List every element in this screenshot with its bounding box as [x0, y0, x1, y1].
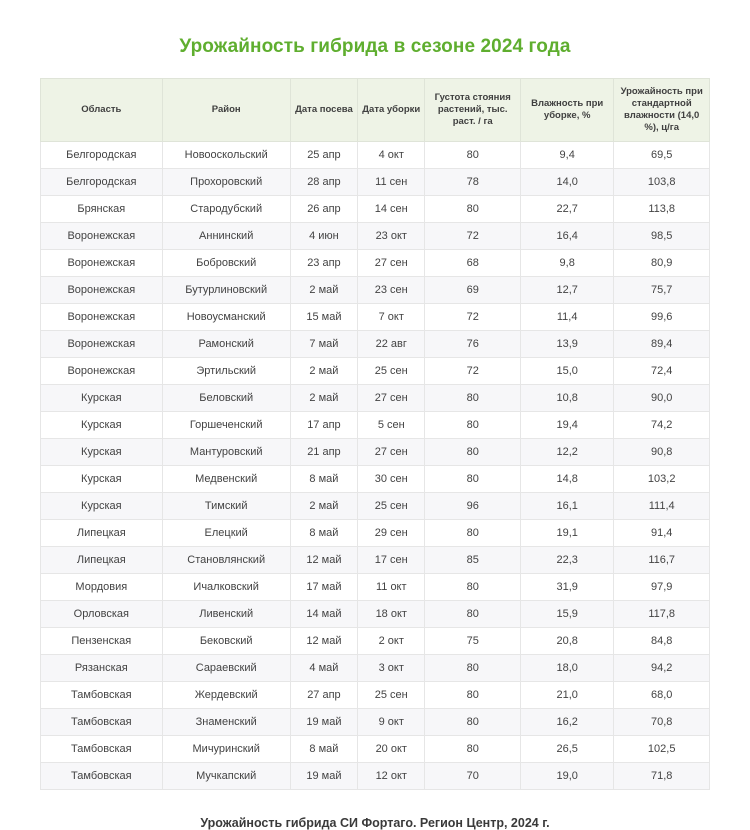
cell-district: Медвенский	[162, 465, 290, 492]
cell-harvest-humidity: 22,7	[520, 195, 613, 222]
cell-harvest-date: 17 сен	[358, 546, 425, 573]
table-row	[41, 654, 710, 681]
cell-region: Курская	[41, 384, 163, 411]
cell-region: Белгородская	[41, 168, 163, 195]
column-header-region: Область	[41, 79, 163, 142]
cell-region: Воронежская	[41, 276, 163, 303]
cell-sowing-date: 25 апр	[290, 141, 357, 168]
table-row	[41, 276, 710, 303]
cell-harvest-date: 2 окт	[358, 627, 425, 654]
cell-standard-yield: 98,5	[614, 222, 710, 249]
cell-region: Курская	[41, 438, 163, 465]
cell-district: Тимский	[162, 492, 290, 519]
cell-plant-density: 78	[425, 168, 521, 195]
cell-region: Белгородская	[41, 141, 163, 168]
cell-region: Курская	[41, 411, 163, 438]
table-row	[41, 627, 710, 654]
cell-district: Жердевский	[162, 681, 290, 708]
cell-district: Мичуринский	[162, 735, 290, 762]
cell-harvest-humidity: 9,4	[520, 141, 613, 168]
cell-harvest-date: 12 окт	[358, 762, 425, 789]
cell-district: Ливенский	[162, 600, 290, 627]
cell-region: Воронежская	[41, 249, 163, 276]
cell-sowing-date: 8 май	[290, 735, 357, 762]
cell-district: Елецкий	[162, 519, 290, 546]
cell-standard-yield: 68,0	[614, 681, 710, 708]
cell-standard-yield: 84,8	[614, 627, 710, 654]
column-header-plant-density: Густота стояния растений, тыс. раст. / га	[425, 79, 521, 142]
table-row	[41, 168, 710, 195]
table-row	[41, 195, 710, 222]
cell-region: Липецкая	[41, 546, 163, 573]
cell-region: Воронежская	[41, 303, 163, 330]
cell-district: Знаменский	[162, 708, 290, 735]
cell-district: Новооскольский	[162, 141, 290, 168]
cell-standard-yield: 103,8	[614, 168, 710, 195]
cell-harvest-humidity: 19,4	[520, 411, 613, 438]
cell-district: Мантуровский	[162, 438, 290, 465]
cell-standard-yield: 102,5	[614, 735, 710, 762]
cell-standard-yield: 90,0	[614, 384, 710, 411]
table-row	[41, 384, 710, 411]
cell-harvest-date: 27 сен	[358, 384, 425, 411]
cell-harvest-humidity: 15,0	[520, 357, 613, 384]
cell-sowing-date: 7 май	[290, 330, 357, 357]
cell-sowing-date: 15 май	[290, 303, 357, 330]
table-row	[41, 573, 710, 600]
cell-sowing-date: 27 апр	[290, 681, 357, 708]
cell-region: Тамбовская	[41, 708, 163, 735]
cell-region: Курская	[41, 492, 163, 519]
cell-sowing-date: 26 апр	[290, 195, 357, 222]
table-row	[41, 600, 710, 627]
cell-harvest-date: 23 сен	[358, 276, 425, 303]
column-header-sowing-date: Дата посева	[290, 79, 357, 142]
cell-harvest-humidity: 16,1	[520, 492, 613, 519]
cell-harvest-date: 9 окт	[358, 708, 425, 735]
cell-district: Бобровский	[162, 249, 290, 276]
cell-district: Становлянский	[162, 546, 290, 573]
cell-sowing-date: 8 май	[290, 519, 357, 546]
cell-sowing-date: 28 апр	[290, 168, 357, 195]
cell-standard-yield: 70,8	[614, 708, 710, 735]
cell-harvest-humidity: 26,5	[520, 735, 613, 762]
cell-plant-density: 80	[425, 519, 521, 546]
cell-harvest-humidity: 11,4	[520, 303, 613, 330]
cell-region: Воронежская	[41, 222, 163, 249]
column-header-harvest-date: Дата уборки	[358, 79, 425, 142]
table-row	[41, 330, 710, 357]
cell-harvest-date: 11 сен	[358, 168, 425, 195]
cell-sowing-date: 19 май	[290, 708, 357, 735]
cell-standard-yield: 99,6	[614, 303, 710, 330]
cell-harvest-date: 7 окт	[358, 303, 425, 330]
cell-harvest-humidity: 21,0	[520, 681, 613, 708]
cell-plant-density: 80	[425, 735, 521, 762]
cell-plant-density: 68	[425, 249, 521, 276]
cell-region: Рязанская	[41, 654, 163, 681]
table-row	[41, 546, 710, 573]
cell-harvest-date: 18 окт	[358, 600, 425, 627]
cell-harvest-humidity: 31,9	[520, 573, 613, 600]
cell-standard-yield: 117,8	[614, 600, 710, 627]
table-header	[41, 79, 710, 142]
cell-sowing-date: 4 июн	[290, 222, 357, 249]
cell-harvest-humidity: 15,9	[520, 600, 613, 627]
cell-plant-density: 80	[425, 195, 521, 222]
cell-sowing-date: 8 май	[290, 465, 357, 492]
cell-harvest-humidity: 9,8	[520, 249, 613, 276]
cell-harvest-humidity: 16,4	[520, 222, 613, 249]
cell-district: Бутурлиновский	[162, 276, 290, 303]
cell-harvest-date: 22 авг	[358, 330, 425, 357]
cell-harvest-humidity: 20,8	[520, 627, 613, 654]
cell-sowing-date: 23 апр	[290, 249, 357, 276]
cell-harvest-date: 30 сен	[358, 465, 425, 492]
cell-district: Мучкапский	[162, 762, 290, 789]
cell-district: Бековский	[162, 627, 290, 654]
cell-plant-density: 80	[425, 465, 521, 492]
column-header-district: Район	[162, 79, 290, 142]
cell-harvest-humidity: 12,2	[520, 438, 613, 465]
cell-sowing-date: 2 май	[290, 357, 357, 384]
cell-district: Беловский	[162, 384, 290, 411]
cell-district: Аннинский	[162, 222, 290, 249]
cell-region: Тамбовская	[41, 735, 163, 762]
cell-harvest-date: 4 окт	[358, 141, 425, 168]
cell-standard-yield: 116,7	[614, 546, 710, 573]
cell-region: Пензенская	[41, 627, 163, 654]
footer-caption: Урожайность гибрида СИ Фортаго. Регион Центр, 2024 г.	[200, 815, 550, 830]
cell-harvest-date: 5 сен	[358, 411, 425, 438]
cell-harvest-humidity: 19,1	[520, 519, 613, 546]
cell-standard-yield: 94,2	[614, 654, 710, 681]
cell-region: Липецкая	[41, 519, 163, 546]
cell-district: Сараевский	[162, 654, 290, 681]
cell-district: Горшеченский	[162, 411, 290, 438]
cell-sowing-date: 2 май	[290, 492, 357, 519]
table-row	[41, 303, 710, 330]
table-row	[41, 357, 710, 384]
cell-sowing-date: 17 май	[290, 573, 357, 600]
table-row	[41, 735, 710, 762]
cell-region: Воронежская	[41, 357, 163, 384]
table-row	[41, 519, 710, 546]
cell-standard-yield: 69,5	[614, 141, 710, 168]
table-row	[41, 141, 710, 168]
cell-harvest-humidity: 13,9	[520, 330, 613, 357]
cell-plant-density: 80	[425, 573, 521, 600]
cell-region: Орловская	[41, 600, 163, 627]
cell-harvest-humidity: 18,0	[520, 654, 613, 681]
cell-plant-density: 80	[425, 141, 521, 168]
cell-district: Новоусманский	[162, 303, 290, 330]
cell-plant-density: 69	[425, 276, 521, 303]
table-row	[41, 438, 710, 465]
cell-harvest-date: 27 сен	[358, 249, 425, 276]
cell-plant-density: 80	[425, 600, 521, 627]
cell-district: Прохоровский	[162, 168, 290, 195]
table-row	[41, 708, 710, 735]
cell-district: Ичалковский	[162, 573, 290, 600]
cell-region: Тамбовская	[41, 681, 163, 708]
cell-region: Тамбовская	[41, 762, 163, 789]
cell-plant-density: 80	[425, 681, 521, 708]
cell-sowing-date: 12 май	[290, 546, 357, 573]
cell-plant-density: 80	[425, 654, 521, 681]
table-row	[41, 492, 710, 519]
cell-sowing-date: 12 май	[290, 627, 357, 654]
cell-harvest-date: 11 окт	[358, 573, 425, 600]
cell-standard-yield: 75,7	[614, 276, 710, 303]
cell-harvest-date: 25 сен	[358, 492, 425, 519]
cell-plant-density: 72	[425, 222, 521, 249]
table-row	[41, 681, 710, 708]
cell-standard-yield: 74,2	[614, 411, 710, 438]
cell-standard-yield: 113,8	[614, 195, 710, 222]
table-row	[41, 762, 710, 789]
cell-harvest-humidity: 12,7	[520, 276, 613, 303]
cell-harvest-humidity: 14,8	[520, 465, 613, 492]
cell-plant-density: 85	[425, 546, 521, 573]
cell-region: Воронежская	[41, 330, 163, 357]
cell-harvest-date: 3 окт	[358, 654, 425, 681]
column-header-standard-yield: Урожайность при стандартной влажности (14,0 %), ц/га	[614, 79, 710, 142]
cell-harvest-humidity: 16,2	[520, 708, 613, 735]
cell-standard-yield: 72,4	[614, 357, 710, 384]
table-header-row	[41, 79, 710, 142]
cell-district: Стародубский	[162, 195, 290, 222]
cell-harvest-humidity: 14,0	[520, 168, 613, 195]
cell-standard-yield: 91,4	[614, 519, 710, 546]
cell-harvest-humidity: 10,8	[520, 384, 613, 411]
cell-sowing-date: 14 май	[290, 600, 357, 627]
cell-standard-yield: 97,9	[614, 573, 710, 600]
cell-harvest-date: 25 сен	[358, 357, 425, 384]
cell-region: Брянская	[41, 195, 163, 222]
cell-plant-density: 72	[425, 357, 521, 384]
cell-harvest-date: 23 окт	[358, 222, 425, 249]
cell-region: Мордовия	[41, 573, 163, 600]
cell-sowing-date: 2 май	[290, 384, 357, 411]
cell-sowing-date: 2 май	[290, 276, 357, 303]
cell-region: Курская	[41, 465, 163, 492]
cell-sowing-date: 4 май	[290, 654, 357, 681]
table-row	[41, 222, 710, 249]
cell-district: Рамонский	[162, 330, 290, 357]
cell-harvest-date: 20 окт	[358, 735, 425, 762]
cell-plant-density: 96	[425, 492, 521, 519]
cell-harvest-date: 14 сен	[358, 195, 425, 222]
cell-district: Эртильский	[162, 357, 290, 384]
cell-plant-density: 76	[425, 330, 521, 357]
cell-sowing-date: 21 апр	[290, 438, 357, 465]
cell-plant-density: 75	[425, 627, 521, 654]
cell-harvest-humidity: 22,3	[520, 546, 613, 573]
table-row	[41, 465, 710, 492]
cell-standard-yield: 111,4	[614, 492, 710, 519]
page-title: Урожайность гибрида в сезоне 2024 года	[179, 36, 571, 57]
cell-sowing-date: 17 апр	[290, 411, 357, 438]
cell-plant-density: 80	[425, 384, 521, 411]
cell-plant-density: 72	[425, 303, 521, 330]
cell-standard-yield: 80,9	[614, 249, 710, 276]
cell-harvest-humidity: 19,0	[520, 762, 613, 789]
cell-sowing-date: 19 май	[290, 762, 357, 789]
table-row	[41, 249, 710, 276]
column-header-harvest-humidity: Влажность при уборке, %	[520, 79, 613, 142]
cell-plant-density: 80	[425, 411, 521, 438]
table-row	[41, 411, 710, 438]
cell-standard-yield: 103,2	[614, 465, 710, 492]
cell-plant-density: 80	[425, 438, 521, 465]
cell-standard-yield: 90,8	[614, 438, 710, 465]
table-body	[41, 141, 710, 789]
cell-standard-yield: 71,8	[614, 762, 710, 789]
cell-plant-density: 80	[425, 708, 521, 735]
cell-harvest-date: 27 сен	[358, 438, 425, 465]
cell-harvest-date: 29 сен	[358, 519, 425, 546]
cell-standard-yield: 89,4	[614, 330, 710, 357]
cell-plant-density: 70	[425, 762, 521, 789]
yield-table	[40, 78, 710, 790]
cell-harvest-date: 25 сен	[358, 681, 425, 708]
